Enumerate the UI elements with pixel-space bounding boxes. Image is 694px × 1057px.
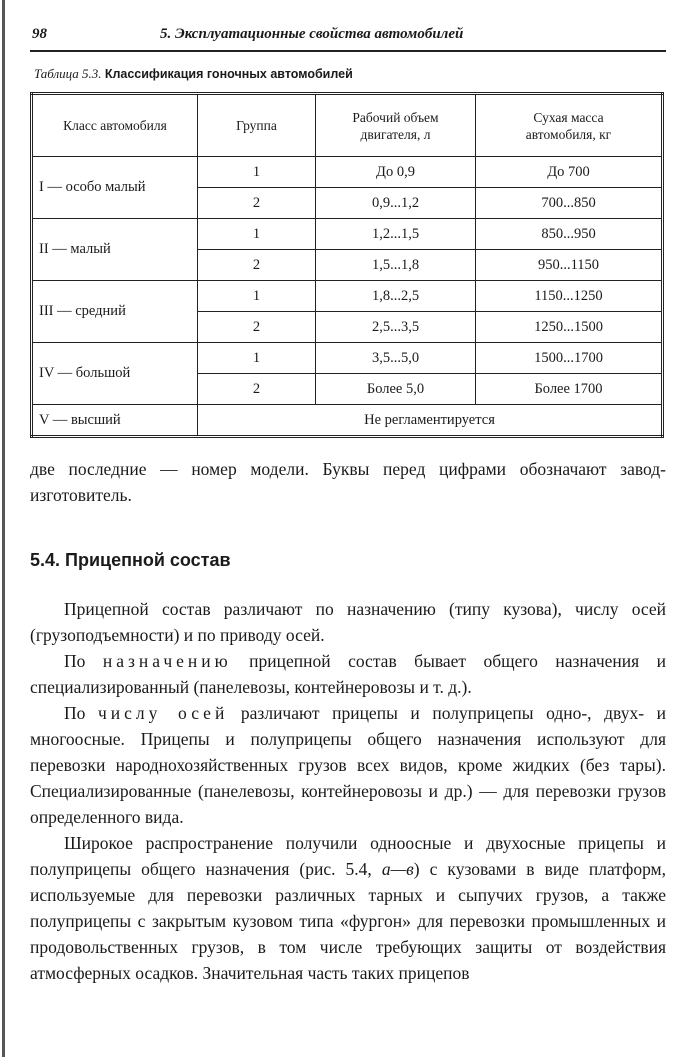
volume-cell: До 0,9: [316, 157, 476, 188]
group-cell: 1: [198, 219, 316, 250]
table-caption-title: Классификация гоночных автомобилей: [104, 67, 353, 81]
table-row: [32, 343, 663, 374]
page-number: 98: [32, 26, 47, 42]
table-row: [32, 405, 663, 437]
paragraph: [30, 648, 666, 700]
mass-cell: 1250...1500: [476, 312, 663, 343]
page-edge: [2, 0, 5, 1057]
table-caption: [34, 66, 353, 82]
paragraph-text: ) с кузовами в виде платформ, используемые для перевозки различных тарных и сыпучих грузов, а также полуприцепы с закрытым кузовом типа «фургон» для перевозки промышленных и продовольственных грузов, в том числе требующих защиты от воздействия атмосферных осадков. Значительная часть таких прицепов: [30, 859, 666, 983]
paragraph: [30, 830, 666, 986]
group-cell: 2: [198, 312, 316, 343]
volume-cell: 1,2...1,5: [316, 219, 476, 250]
volume-cell: 1,8...2,5: [316, 281, 476, 312]
group-cell: 2: [198, 188, 316, 219]
section-heading: 5.4. Прицепной состав: [30, 550, 231, 570]
paragraph-lead: По: [64, 703, 86, 723]
group-cell: 1: [198, 281, 316, 312]
table-row: [32, 157, 663, 188]
column-header-text: Рабочий объем двигателя, л: [352, 109, 439, 142]
mass-cell: 1500...1700: [476, 343, 663, 374]
intro-paragraph: [30, 456, 666, 508]
mass-cell: 1150...1250: [476, 281, 663, 312]
classification-table: [30, 92, 664, 438]
table-row: [32, 219, 663, 250]
column-header: Группа: [198, 94, 316, 157]
mass-cell: 850...950: [476, 219, 663, 250]
group-cell: 1: [198, 343, 316, 374]
volume-cell: Более 5,0: [316, 374, 476, 405]
column-header: [316, 94, 476, 157]
paragraph-rest: различают прицепы и полуприцепы одно-, двух- и многоосные. Прицепы и полуприцепы общего назначения используют для перевозки народнохозяйственных грузов всех видов, кроме жидких (без тары). Специализированные (панелевозы, контейнеровозы и др.) — для перевозки грузов определенного вида.: [30, 703, 667, 827]
mass-cell: 950...1150: [476, 250, 663, 281]
table-caption-prefix: Таблица 5.3.: [34, 66, 102, 81]
mass-cell: Более 1700: [476, 374, 663, 405]
chapter-title: 5. Эксплуатационные свойства автомобилей: [160, 26, 464, 42]
volume-cell: 3,5...5,0: [316, 343, 476, 374]
spaced-term: числу осей: [98, 703, 229, 723]
table-header-row: [32, 94, 663, 157]
column-header: [476, 94, 663, 157]
section-body: [30, 596, 666, 986]
mass-cell: До 700: [476, 157, 663, 188]
table-row: [32, 281, 663, 312]
paragraph-rest: прицепной состав бывает общего назначения и специализированный (панелевозы, контейнеровозы и т. д.).: [30, 651, 667, 697]
column-header-text: Сухая масса автомобиля, кг: [525, 109, 612, 142]
class-cell: V — высший: [32, 405, 198, 437]
volume-cell: 0,9...1,2: [316, 188, 476, 219]
paragraph: Прицепной состав различают по назначению (типу кузова), числу осей (грузоподъемности) и по приводу осей.: [30, 599, 666, 645]
spaced-term: назначению: [102, 651, 232, 671]
mass-cell: 700...850: [476, 188, 663, 219]
group-cell: 1: [198, 157, 316, 188]
volume-cell: 2,5...3,5: [316, 312, 476, 343]
class-cell: II — малый: [32, 219, 198, 281]
paragraph-text: Широкое распространение получили одноосные и двухосные прицепы и полуприцепы общего назначения (рис. 5.4,: [30, 833, 666, 879]
class-cell: I — особо малый: [32, 157, 198, 219]
paragraph-lead: По: [64, 651, 86, 671]
not-regulated-cell: Не регламентируется: [198, 405, 663, 437]
running-header: [30, 26, 666, 52]
class-cell: IV — большой: [32, 343, 198, 405]
group-cell: 2: [198, 374, 316, 405]
figure-reference: а—в: [381, 859, 414, 879]
class-cell: III — средний: [32, 281, 198, 343]
intro-text: две последние — номер модели. Буквы перед цифрами обозначают завод-изготовитель.: [30, 459, 666, 505]
volume-cell: 1,5...1,8: [316, 250, 476, 281]
column-header: Класс автомобиля: [32, 94, 198, 157]
group-cell: 2: [198, 250, 316, 281]
paragraph: [30, 700, 666, 830]
